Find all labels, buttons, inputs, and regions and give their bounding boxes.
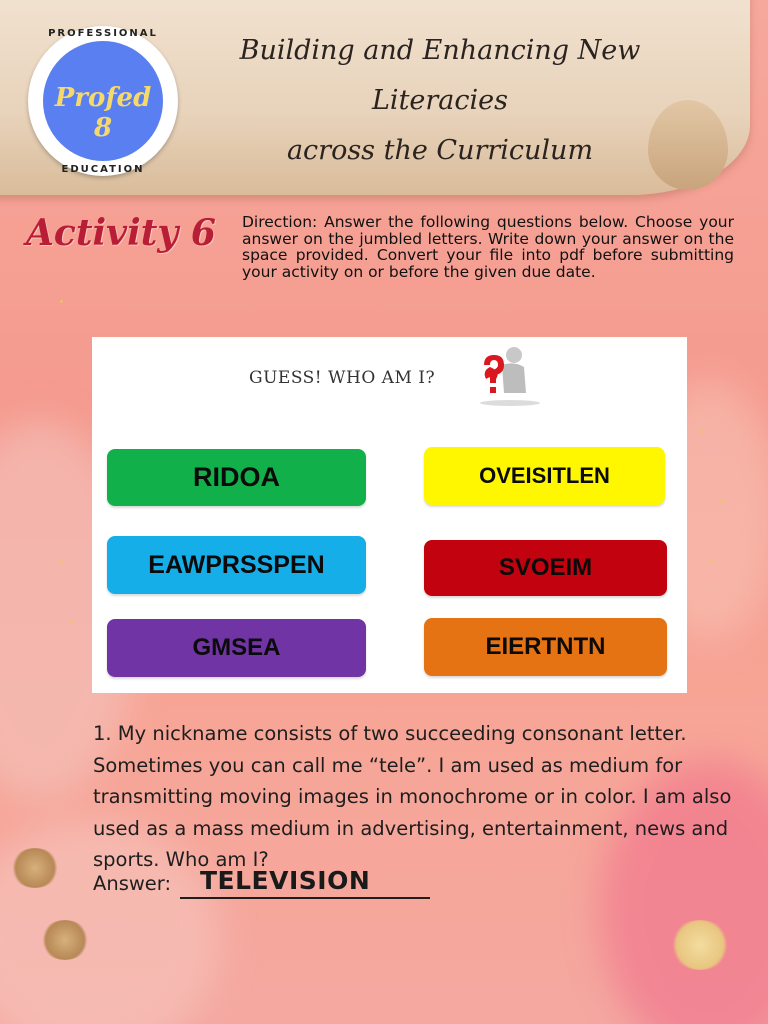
word-card-eawprsspen[interactable] [107,536,366,594]
logo-ring-top-text: PROFESSIONAL [48,28,158,39]
guess-card [92,337,687,693]
gold-glitter [720,500,723,503]
word-card-ridoa[interactable] [107,449,366,506]
gold-glitter [700,430,703,433]
guess-title: GUESS! WHO AM I? [249,368,436,388]
logo-center-text: Profed 8 [54,83,152,143]
decorative-flower [10,848,60,888]
page-title [180,26,700,176]
gold-glitter [60,300,63,303]
question-1: 1. My nickname consists of two succeeding consonant letter. Sometimes you can call me “tele”. I am used as medium for transmitting moving images in monochrome or in color. I am also used as a mass medium in advertising, entertainment, news and sports. Who am I? [93,722,732,871]
decorative-flower [40,920,90,960]
word-card-label: GMSEA [192,634,281,661]
answer-label: Answer: [93,872,172,895]
word-card-label: OVEISITLEN [479,463,610,488]
gold-glitter [60,560,63,563]
activity-direction: Direction: Answer the following questions below. Choose your answer on the jumbled letters. Write down your answer on the space provided. Convert your file into pdf before submitting your activity on or before the given due date. [242,213,734,281]
logo-badge [43,41,163,161]
activity-heading: Activity 6 [26,212,216,254]
answer-underline [180,897,430,899]
thinking-person-icon [470,345,540,407]
word-card-svoeim[interactable] [424,540,667,596]
word-card-label: EIERTNTN [485,633,606,660]
word-card-eiertntn[interactable] [424,618,667,676]
answer-field[interactable]: TELEVISION [200,866,371,895]
word-card-label: RIDOA [193,462,280,492]
logo-ring-bottom-text: EDUCATION [61,164,145,175]
decorative-flower [670,920,730,970]
gold-glitter [710,560,713,563]
word-card-label: EAWPRSSPEN [148,550,325,579]
title-line-1: Building and Enhancing New Literacies [239,35,641,116]
word-card-oveisitlen[interactable] [424,447,665,505]
word-card-label: SVOEIM [498,554,593,581]
gold-glitter [70,620,73,623]
profed-logo [28,26,178,176]
title-line-2: across the Curriculum [286,135,594,166]
word-card-gmsea[interactable] [107,619,366,677]
